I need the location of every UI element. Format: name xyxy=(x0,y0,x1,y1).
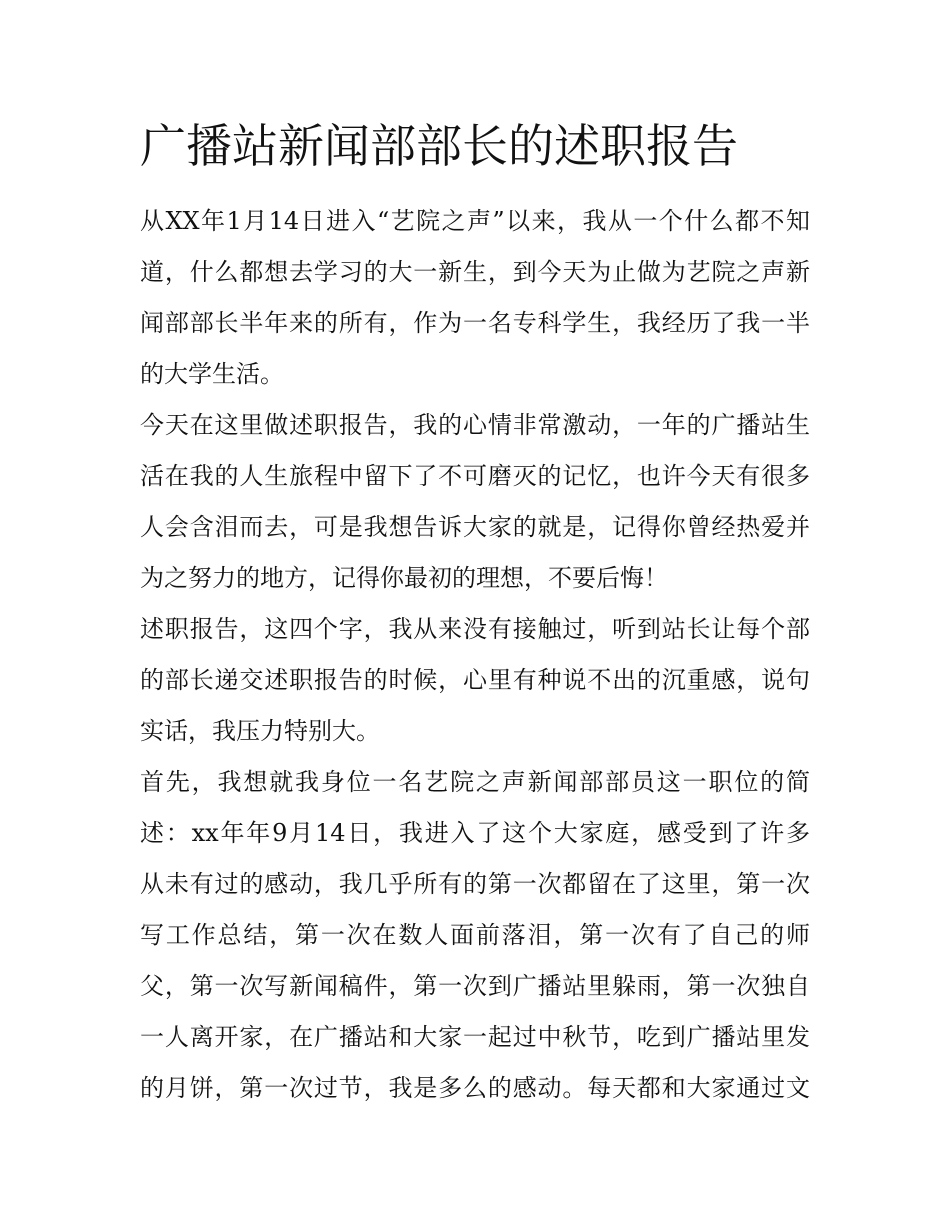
text-line: 一人离开家，在广播站和大家一起过中秋节，吃到广播站里发 xyxy=(140,1023,810,1051)
paragraph-2 xyxy=(140,400,810,604)
document-title: 广播站新闻部部长的述职报告 xyxy=(140,119,738,173)
text-line: 闻部部长半年来的所有，作为一名专科学生，我经历了我一半 xyxy=(140,309,810,337)
text-line: 从XX年1月14日进入“艺院之声”以来，我从一个什么都不知 xyxy=(140,207,810,235)
text-line: 的大学生活。 xyxy=(140,360,284,388)
document-body xyxy=(140,196,810,1114)
text-line: 为之努力的地方，记得你最初的理想，不要后悔！ xyxy=(140,564,668,592)
text-line: 今天在这里做述职报告，我的心情非常激动，一年的广播站生 xyxy=(140,411,810,439)
text-line: 的月饼，第一次过节，我是多么的感动。每天都和大家通过文 xyxy=(140,1074,810,1102)
text-line: 实话，我压力特别大。 xyxy=(140,717,380,745)
paragraph-4 xyxy=(140,757,810,1114)
text-line: 人会含泪而去，可是我想告诉大家的就是，记得你曾经热爱并 xyxy=(140,513,810,541)
text-line: 述职报告，这四个字，我从来没有接触过，听到站长让每个部 xyxy=(140,615,810,643)
text-line: 活在我的人生旅程中留下了不可磨灭的记忆，也许今天有很多 xyxy=(140,462,810,490)
text-line: 从未有过的感动，我几乎所有的第一次都留在了这里，第一次 xyxy=(140,870,810,898)
text-line: 述：xx年年9月14日，我进入了这个大家庭，感受到了许多 xyxy=(140,819,810,847)
paragraph-1 xyxy=(140,196,810,400)
text-line: 首先，我想就我身位一名艺院之声新闻部部员这一职位的简 xyxy=(140,768,810,796)
text-line: 写工作总结，第一次在数人面前落泪，第一次有了自己的师 xyxy=(140,921,810,949)
text-line: 的部长递交述职报告的时候，心里有种说不出的沉重感，说句 xyxy=(140,666,810,694)
text-line: 道，什么都想去学习的大一新生，到今天为止做为艺院之声新 xyxy=(140,258,810,286)
paragraph-3 xyxy=(140,604,810,757)
text-line: 父，第一次写新闻稿件，第一次到广播站里躲雨，第一次独自 xyxy=(140,972,810,1000)
